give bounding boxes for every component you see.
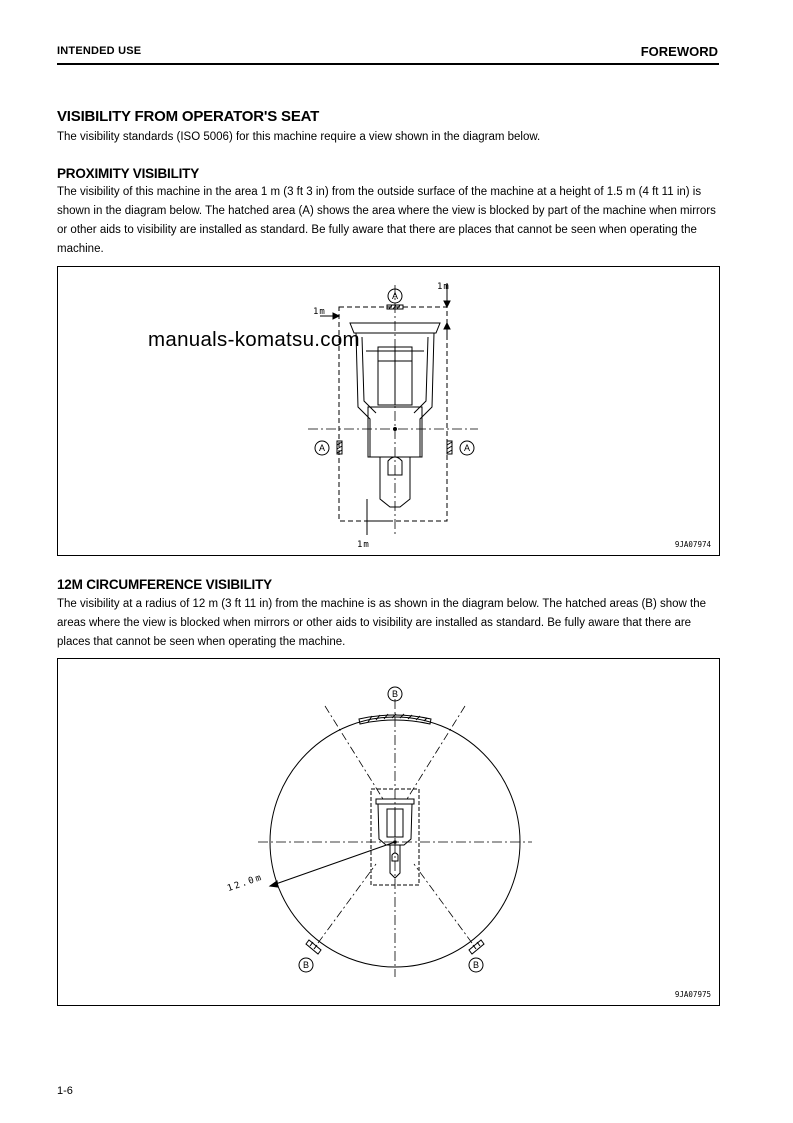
visibility-title: VISIBILITY FROM OPERATOR'S SEAT [57, 108, 320, 125]
header-section-right: FOREWORD [640, 44, 718, 59]
proximity-body: The visibility of this machine in the area 1 m (3 ft 3 in) from the outside surface of the machine at a height of 1.5 m (4 ft 11 in) is shown in the diagram below. The hatched area (A) shows the area where the view is blocked by part of the machine when mirrors or other aids to visibility are installed as standard. Be fully aware that there are places that cannot be seen when operating the machine. [57, 186, 716, 255]
label-a-right: A [463, 443, 471, 453]
visibility-intro: The visibility standards (ISO 5006) for this machine require a view shown in the diagram below. [57, 131, 541, 143]
dim-label-top-right: 1m [437, 282, 450, 292]
label-b-top: B [391, 689, 399, 699]
circumference-body: The visibility at a radius of 12 m (3 ft 11 in) from the machine is as shown in the diagram below. The hatched areas (B) show the areas where the view is blocked when mirrors or other aids to visibility are installed as standard. Be fully aware that there are places that cannot be seen when operating the machine. [57, 598, 707, 648]
label-a-left: A [318, 443, 326, 453]
circumference-figure [57, 658, 720, 1006]
proximity-figure [57, 266, 720, 556]
blocked-area-left [337, 441, 342, 454]
dim-label-top-left: 1m [313, 307, 326, 317]
label-a-front: A [391, 291, 399, 301]
header-rule [57, 63, 719, 65]
dim-label-bottom: 1m [357, 540, 370, 550]
radius-label: 12.0m [226, 872, 265, 895]
figure-code-2: 9JA07975 [674, 990, 711, 999]
label-b-bottom-right: B [472, 960, 480, 970]
proximity-diagram [58, 267, 719, 555]
watermark: manuals-komatsu.com [148, 328, 360, 351]
header-section-left: INTENDED USE [57, 45, 142, 57]
circumference-title: 12M CIRCUMFERENCE VISIBILITY [57, 577, 272, 592]
circumference-diagram [58, 659, 719, 1005]
figure-code-1: 9JA07974 [674, 540, 711, 549]
label-b-bottom-left: B [302, 960, 310, 970]
proximity-title: PROXIMITY VISIBILITY [57, 166, 200, 181]
page-number: 1-6 [57, 1085, 73, 1097]
blocked-area-right [447, 441, 452, 454]
